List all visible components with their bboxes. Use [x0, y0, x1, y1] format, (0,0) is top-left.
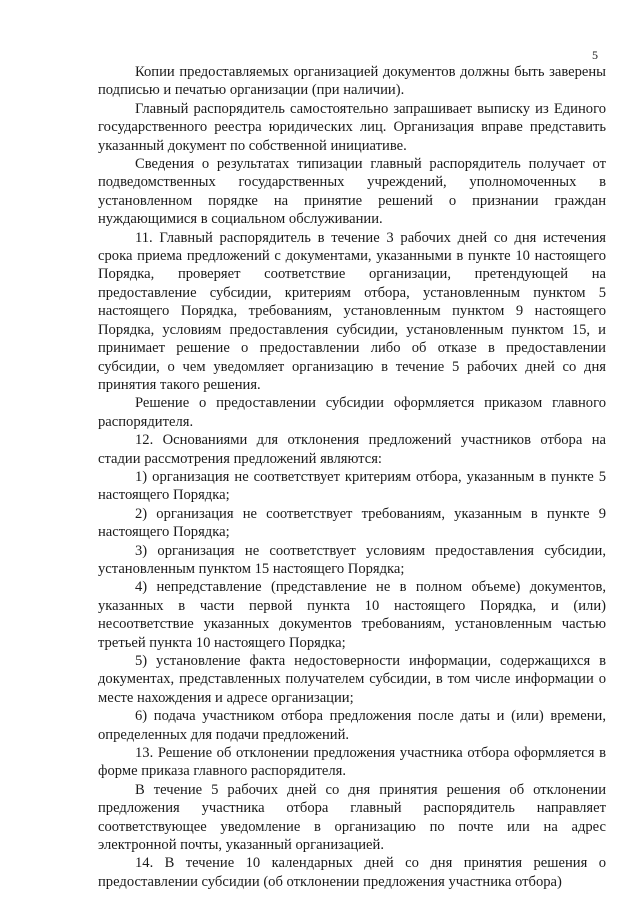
paragraph: Копии предоставляемых организацией документов должны быть заверены подписью и печатью организации (при наличии). — [98, 64, 606, 99]
paragraph-item-11: 11. Главный распорядитель в течение 3 рабочих дней со дня истечения срока приема предложений с документами, указанными в пункте 10 настоящего Порядка, проверяет соответствие организации, претендующей на предоставление субсидии, критериям отбора, установленным пунктом 5 настоящего Порядка, требованиям, установленным пунктом 9 настоящего Порядка, условиям предоставления субсидии, установленным пунктом 15, и принимает решение о предоставлении либо об отказе в предоставлении субсидии, о чем уведомляет организацию в течение 5 рабочих дней со дня принятия такого решения. — [98, 229, 606, 393]
paragraph: Решение о предоставлении субсидии оформляется приказом главного распорядителя. — [98, 395, 606, 430]
paragraph-item-14: 14. В течение 10 календарных дней со дня принятия решения о предоставлении субсидии (об отклонении предложения участника отбора) — [98, 855, 606, 890]
paragraph-item-13: 13. Решение об отклонении предложения участника отбора оформляется в форме приказа главного распорядителя. — [98, 745, 606, 780]
page-number: 5 — [592, 48, 598, 62]
paragraph: В течение 5 рабочих дней со дня принятия решения об отклонении предложения участника отбора главный распорядитель направляет соответствующее уведомление в организацию по почте или на адрес электронной почты, указанный организацией. — [98, 781, 606, 854]
list-item: 1) организация не соответствует критериям отбора, указанным в пункте 5 настоящего Порядка; — [98, 468, 606, 504]
list-item: 6) подача участником отбора предложения после даты и (или) времени, определенных для подачи предложений. — [98, 708, 606, 743]
list-item: 4) непредставление (представление не в полном объеме) документов, указанных в части первой пункта 10 настоящего Порядка, и (или) несоответствие указанных документов требованиям, установленным частью третьей пункта 10 настоящего Порядка; — [98, 579, 606, 651]
paragraph-item-12: 12. Основаниями для отклонения предложений участников отбора на стадии рассмотрения предложений являются: — [98, 432, 606, 467]
list-item: 3) организация не соответствует условиям предоставления субсидии, установленным пунктом 15 настоящего Порядка; — [98, 542, 606, 577]
document-body — [98, 63, 606, 891]
paragraph: Сведения о результатах типизации главный распорядитель получает от подведомственных государственных учреждений, уполномоченных в установленном порядке на принятие решений о признании граждан нуждающимися в социальном обслуживании. — [98, 156, 606, 228]
list-item: 2) организация не соответствует требованиям, указанным в пункте 9 настоящего Порядка; — [98, 505, 606, 541]
paragraph: Главный распорядитель самостоятельно запрашивает выписку из Единого государственного реестра юридических лиц. Организация вправе представить указанный документ по собственной инициативе. — [98, 100, 606, 154]
list-item: 5) установление факта недостоверности информации, содержащихся в документах, представленных получателем субсидии, в том числе информации о месте нахождения и адресе организации; — [98, 653, 606, 706]
